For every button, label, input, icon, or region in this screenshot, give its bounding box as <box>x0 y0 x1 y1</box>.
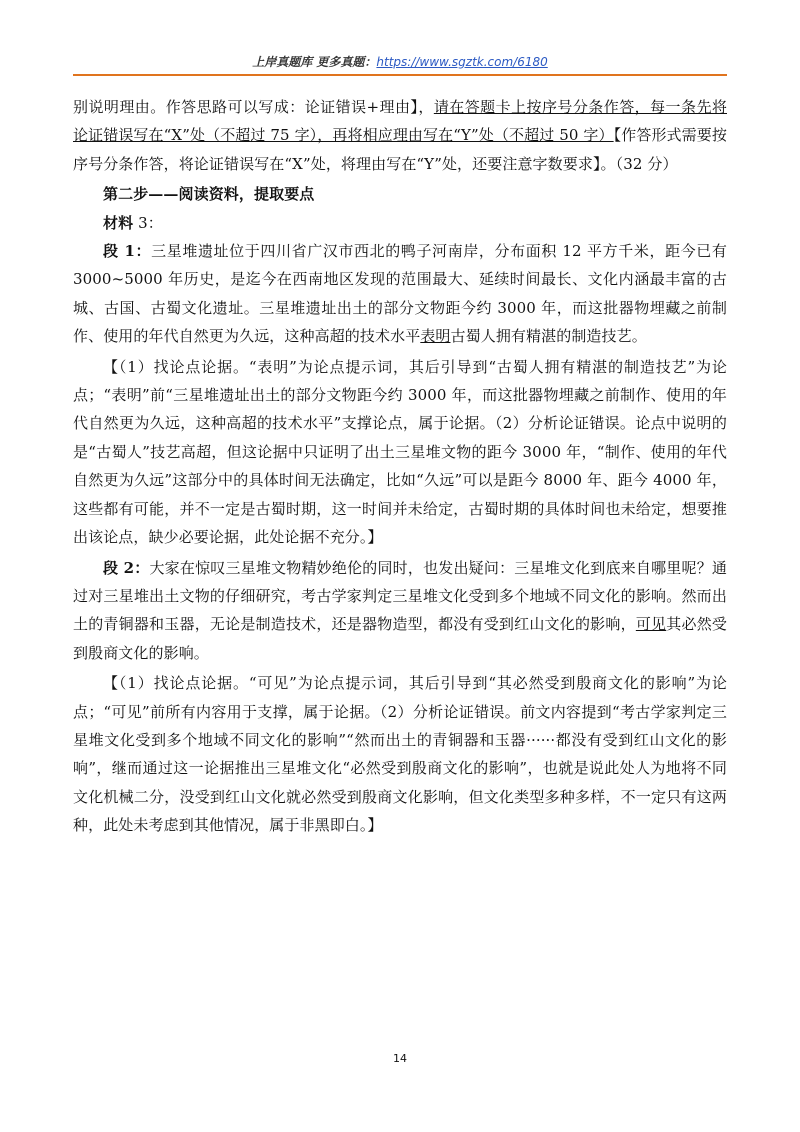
header-divider <box>73 74 727 76</box>
header-url-link[interactable]: https://www.sgztk.com/6180 <box>376 55 548 69</box>
material-label <box>73 209 727 237</box>
paragraph-2-text: 大家在惊叹三星堆文物精妙绝伦的同时，也发出疑问：三星堆文化到底来自哪里呢？通过对三星堆出土文物的仔细研究，考古学家判定三星堆文化受到多个地域不同文化的影响。然而出土的青铜器和玉器，无论是制造技术，还是器物造型，都没有受到红山文化的影响， <box>73 558 727 634</box>
paragraph-2-label: 段 2： <box>103 558 150 577</box>
header-prefix: 上岸真题库 更多真题： <box>252 55 377 69</box>
paragraph-1-text-end: 古蜀人拥有精湛的制造技艺。 <box>450 327 647 346</box>
paragraph-1-underlined: 表明 <box>420 327 451 346</box>
paragraph-1-label: 段 1： <box>103 242 152 261</box>
paragraph-2 <box>73 554 727 668</box>
analysis-2: 【（1）找论点论据。“可见”为论点提示词，其后引导到“其必然受到殷商文化的影响”为论点；“可见”前所有内容用于支撑，属于论据。（2）分析论证错误。前文内容提到“考古学家判定三星堆文化受到多个地域不同文化的影响”“然而出土的青铜器和玉器······都没有受到红山文化的影响”，继而通过这一论据推出三星堆文化“必然受到殷商文化的影响”，也就是说此处人为地将不同文化机械二分，没受到红山文化就必然受到殷商文化影响，但文化类型多种多样，不一定只有这两种，此处未考虑到其他情况，属于非黑即白。】 <box>73 674 727 835</box>
paragraph-2-underlined: 可见 <box>635 615 667 634</box>
intro-text-1: 别说明理由。作答思路可以写成：论证错误+理由】， <box>73 98 434 116</box>
material-number: 3： <box>133 213 163 232</box>
paragraph-1-text: 三星堆遗址位于四川省广汉市西北的鸭子河南岸，分布面积 12 平方千米，距今已有 3000~5000 年历史，是迄今在西南地区发现的范围最大、延续时间最长、文化内涵最丰富的古城、古国、古蜀文化遗址。三星堆遗址出土的部分文物距今约 3000 年，而这批器物埋藏之前制作、使用的年代自然更为久远，这种高超的技术水平 <box>73 242 728 346</box>
step2-heading: 第二步——阅读资料，提取要点 <box>103 185 315 204</box>
intro-text-2: 【作答形式需要按序号分条作答，将论证错误写在“X”处，将理由写在“Y”处，还要注意字数要求】。（32 分） <box>73 126 727 173</box>
page-header <box>73 54 727 70</box>
document-body <box>73 93 727 840</box>
paragraph-1 <box>73 237 727 351</box>
page-number: 14 <box>393 1052 407 1065</box>
analysis-1: 【（1）找论点论据。“表明”为论点提示词，其后引导到“古蜀人拥有精湛的制造技艺”为论点；“表明”前“三星堆遗址出土的部分文物距今约 3000 年，而这批器物埋藏之前制作、使用的年代自然更为久远，这种高超的技术水平”支撑论点，属于论据。（2）分析论证错误。论点中说明的是“古蜀人”技艺高超，但这论据中只证明了出土三星堆文物的距今 3000 年，“制作、使用的年代自然更为久远”这部分中的具体时间无法确定，比如“久远”可以是距今 8000 年、距今 4000 年，这些都有可能，并不一定是古蜀时期，这一时间并未给定，古蜀时期的具体时间也未给定，想要推出该论点，缺少必要论据，此处论据不充分。】 <box>73 357 727 547</box>
material-label-text: 材料 <box>103 213 134 232</box>
intro-paragraph <box>73 93 727 178</box>
intro-underlined-text: 请在答题卡上按序号分条作答，每一条先将论证错误写在“X”处（不超过 75 字），再将相应理由写在“Y”处（不超过 50 字） <box>73 98 727 145</box>
paragraph-2-text-end: 其必然受到殷商文化的影响。 <box>73 615 728 662</box>
